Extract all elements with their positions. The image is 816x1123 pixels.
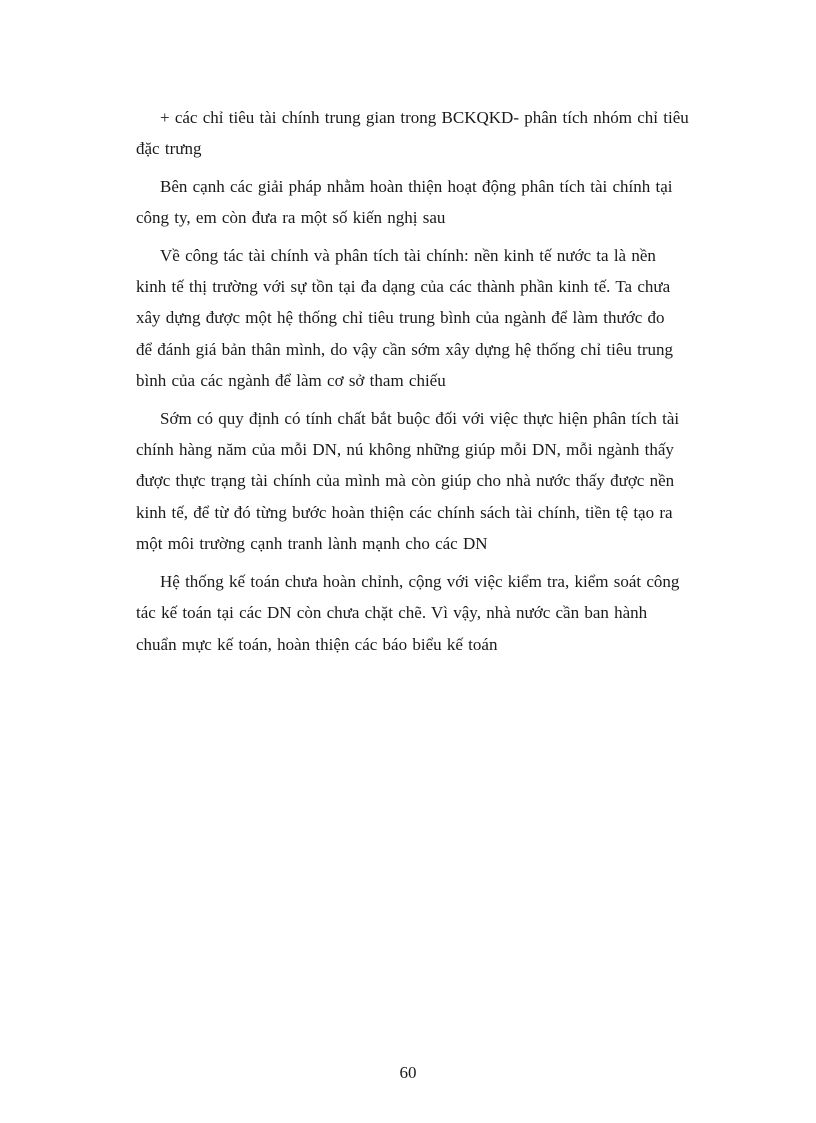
text-line: chuẩn mực kế toán, hoàn thiện các báo biểu kế toán [136,634,498,654]
text-line: công ty, em còn đưa ra một số kiến nghị sau [136,208,446,228]
text-line: xây dựng được một hệ thống chỉ tiêu trung bình của ngành để làm thước đo [136,308,665,328]
text-line: một môi trường cạnh tranh lành mạnh cho các DN [136,534,488,554]
text-line: đặc trưng [136,139,202,159]
paragraph-recommendations-intro [136,171,770,234]
text-line: + các chỉ tiêu tài chính trung gian trong BCKQKD- phân tích nhóm chỉ tiêu [160,108,689,127]
text-line: Sớm có quy định có tính chất bắt buộc đối với việc thực hiện phân tích tài [160,408,680,428]
page-number: 60 [399,1063,417,1082]
text-line: kinh tế thị trường với sự tồn tại đa dạng của các thành phần kinh tế. Ta chưa [136,277,671,297]
text-line: để đánh giá bản thân mình, do vậy cần sớm xây dựng hệ thống chỉ tiêu trung [136,339,674,359]
paragraph-financial-work [136,240,770,397]
text-line: kinh tế, để từ đó từng bước hoàn thiện các chính sách tài chính, tiền tệ tạo ra [136,502,673,522]
text-line: Về công tác tài chính và phân tích tài chính: nền kinh tế nước ta là nền [160,245,656,265]
document-body [136,102,770,666]
paragraph-accounting-system [136,566,770,660]
text-line: Hệ thống kế toán chưa hoàn chỉnh, cộng với việc kiểm tra, kiểm soát công [160,571,680,591]
text-line: được thực trạng tài chính của mình mà còn giúp cho nhà nước thấy được nền [136,471,675,491]
paragraph-financial-indicators [136,102,770,165]
text-line: Bên cạnh các giải pháp nhằm hoàn thiện hoạt động phân tích tài chính tại [160,176,673,196]
text-line: tác kế toán tại các DN còn chưa chặt chẽ. Vì vậy, nhà nước cần ban hành [136,603,648,623]
paragraph-mandatory-analysis [136,403,770,560]
text-line: bình của các ngành để làm cơ sở tham chiếu [136,371,446,391]
text-line: chính hàng năm của mỗi DN, nú không những giúp mỗi DN, mỗi ngành thấy [136,440,674,460]
